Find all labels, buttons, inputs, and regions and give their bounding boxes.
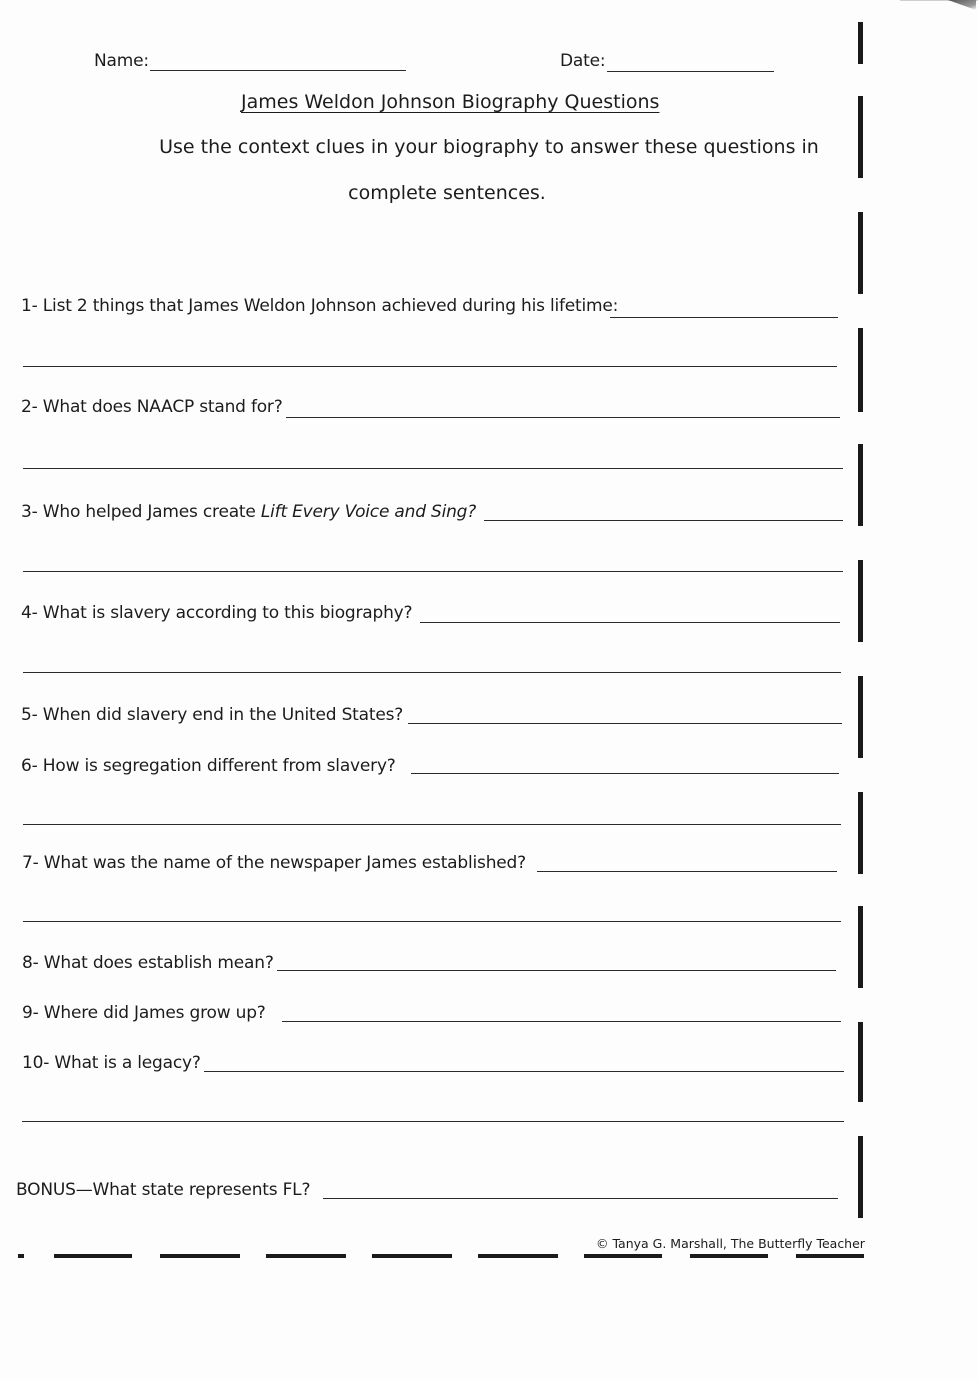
bottom-dash: [54, 1254, 132, 1258]
question-9: [22, 1003, 266, 1023]
question-5: [21, 705, 403, 725]
name-label: Name:: [94, 51, 149, 71]
answer-line-2[interactable]: [286, 417, 840, 418]
answer-line-7[interactable]: [537, 871, 837, 872]
instructions-line-2: complete sentences.: [348, 182, 546, 204]
question-text: What does NAACP stand for?: [42, 397, 283, 417]
instructions-line-1: Use the context clues in your biography to answer these questions in: [159, 136, 819, 158]
question-number: 1-: [21, 296, 38, 316]
question-text: What does establish mean?: [43, 953, 274, 973]
question-number: 9-: [22, 1003, 39, 1023]
answer-line-8[interactable]: [277, 970, 836, 971]
question-number: 4-: [21, 603, 38, 623]
margin-bar: [858, 1136, 863, 1218]
question-number: 6-: [21, 756, 38, 776]
answer-line-3b[interactable]: [23, 571, 843, 572]
question-text: What is a legacy?: [54, 1053, 201, 1073]
question-number: 5-: [21, 705, 38, 725]
question-number: 8-: [22, 953, 39, 973]
question-text: What was the name of the newspaper James established?: [43, 853, 526, 873]
answer-line-6b[interactable]: [23, 824, 841, 825]
margin-bar: [858, 22, 863, 64]
bottom-dash: [18, 1254, 24, 1258]
answer-line-2b[interactable]: [23, 468, 843, 469]
answer-line-3[interactable]: [484, 520, 843, 521]
bottom-dash: [584, 1254, 662, 1258]
bottom-dash: [372, 1254, 452, 1258]
question-text: What is slavery according to this biography?: [42, 603, 413, 623]
question-text: Who helped James create: [42, 502, 256, 522]
bonus-question: BONUS—What state represents FL?: [16, 1180, 311, 1200]
question-text: How is segregation different from slavery?: [42, 756, 396, 776]
question-text: List 2 things that James Weldon Johnson achieved during his lifetime:: [42, 296, 619, 316]
question-1: [21, 296, 618, 316]
answer-line-10b[interactable]: [22, 1121, 844, 1122]
worksheet-title: James Weldon Johnson Biography Questions: [241, 91, 660, 113]
question-text: When did slavery end in the United States?: [42, 705, 404, 725]
answer-line-4b[interactable]: [23, 672, 841, 673]
question-8: [22, 953, 274, 973]
question-7: [22, 853, 526, 873]
margin-bar: [858, 96, 863, 178]
bottom-dash: [266, 1254, 346, 1258]
date-label: Date:: [560, 51, 606, 71]
answer-line-7b[interactable]: [23, 921, 841, 922]
margin-bar: [858, 212, 863, 294]
answer-line-bonus[interactable]: [323, 1198, 838, 1199]
answer-line-1b[interactable]: [23, 366, 837, 367]
answer-line-9[interactable]: [282, 1021, 841, 1022]
question-2: [21, 397, 283, 417]
question-6: [21, 756, 396, 776]
margin-bar: [858, 444, 863, 526]
bottom-dash: [160, 1254, 240, 1258]
name-field[interactable]: [150, 70, 406, 71]
margin-bar: [858, 906, 863, 988]
question-number: 7-: [22, 853, 39, 873]
bottom-dash: [796, 1254, 864, 1258]
answer-line-4[interactable]: [420, 622, 840, 623]
bottom-dash: [690, 1254, 768, 1258]
date-field[interactable]: [607, 71, 774, 72]
answer-line-10[interactable]: [204, 1071, 844, 1072]
answer-line-6[interactable]: [411, 773, 839, 774]
answer-line-1[interactable]: [610, 317, 838, 318]
question-number: 3-: [21, 502, 38, 522]
song-title: Lift Every Voice and Sing?: [260, 502, 477, 522]
margin-bar: [858, 328, 863, 412]
bottom-dash: [478, 1254, 558, 1258]
question-10: [22, 1053, 201, 1073]
question-number: 10-: [22, 1053, 50, 1073]
margin-bar: [858, 792, 863, 874]
question-number: 2-: [21, 397, 38, 417]
margin-bar: [858, 1022, 863, 1102]
margin-bar: [858, 560, 863, 642]
answer-line-5[interactable]: [408, 723, 842, 724]
question-text: Where did James grow up?: [43, 1003, 266, 1023]
copyright-footer: © Tanya G. Marshall, The Butterfly Teacher: [596, 1236, 865, 1251]
margin-bar: [858, 676, 863, 758]
question-3: [21, 502, 476, 522]
question-4: [21, 603, 412, 623]
